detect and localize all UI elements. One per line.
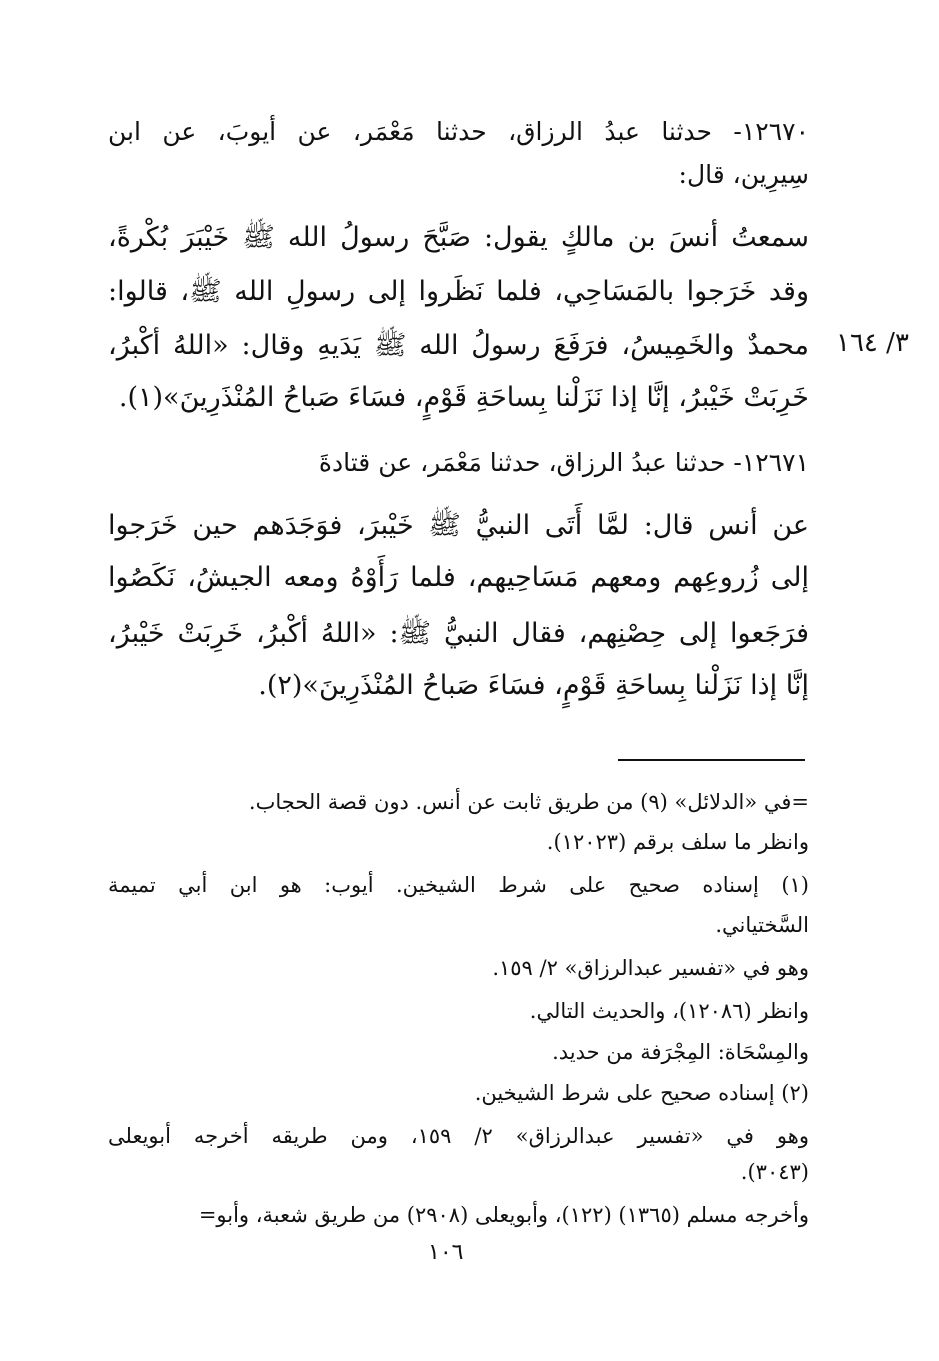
hadith-chain-line: ١٢٦٧٠- حدثنا عبدُ الرزاق، حدثنا مَعْمَر، عن أيوبَ، عن ابن <box>108 117 809 146</box>
hadith-text-line: عن أنس قال: لمَّا أَتَى النبيُّ ﷺ خَيْبرَ، فوَجَدَهم حين خَرَجوا <box>108 510 809 541</box>
footnote-line: وانظر (١٢٠٨٦)، والحديث التالي. <box>529 999 809 1023</box>
footnote-line: (٣٠٤٣). <box>740 1160 809 1184</box>
hadith-text-line: محمدٌ والخَمِيسُ، فرَفَعَ رسولُ الله ﷺ يَدَيهِ وقال: «اللهُ أكْبرُ، <box>108 330 809 361</box>
hadith-chain-line: سِيرِين، قال: <box>678 160 809 189</box>
page-number: ١٠٦ <box>428 1240 464 1265</box>
footnote-line: =في «الدلائل» (٩) من طريق ثابت عن أنس. دون قصة الحجاب. <box>248 790 809 814</box>
footnote-line: وهو في «تفسير عبدالرزاق» ٢/ ١٥٩. <box>492 956 809 980</box>
hadith-text-line: فرَجَعوا إلى حِصْنِهم، فقال النبيُّ ﷺ: «اللهُ أكْبرُ، خَرِبَتْ خَيْبرُ، <box>108 618 809 649</box>
footnote-line: وأخرجه مسلم (١٣٦٥) (١٢٢)، وأبويعلى (٢٩٠٨) من طريق شعبة، وأبو= <box>198 1203 809 1227</box>
hadith-chain-line: ١٢٦٧١- حدثنا عبدُ الرزاق، حدثنا مَعْمَر، عن قتادةَ <box>318 448 809 477</box>
footnote-line: السَّختياني. <box>715 913 809 937</box>
hadith-text-line: خَرِبَتْ خَيْبرُ، إنَّا إذا نَزَلْنا بِساحَةِ قَوْمٍ، فسَاءَ صَباحُ المُنْذَرِينَ»(١). <box>118 382 809 413</box>
footnote-line: وانظر ما سلف برقم (١٢٠٢٣). <box>546 830 809 854</box>
footnote-separator <box>618 759 805 761</box>
footnote-line: وهو في «تفسير عبدالرزاق» ٢/ ١٥٩، ومن طريقه أخرجه أبويعلى <box>108 1124 809 1148</box>
hadith-text-line: سمعتُ أنسَ بن مالكٍ يقول: صَبَّحَ رسولُ الله ﷺ خَيْبَرَ بُكْرةً، <box>108 222 809 253</box>
hadith-text-line: إلى زُروعِهم ومعهم مَسَاحِيهم، فلما رَأَوْهُ ومعه الجيشُ، نَكَصُوا <box>108 562 809 593</box>
footnote-line: (١) إسناده صحيح على شرط الشيخين. أيوب: هو ابن أبي تميمة <box>108 873 809 897</box>
hadith-text-line: وقد خَرَجوا بالمَسَاحِي، فلما نَظَروا إلى رسولِ الله ﷺ، قالوا: <box>108 276 809 307</box>
hadith-text-line: إنَّا إذا نَزَلْنا بِساحَةِ قَوْمٍ، فسَاءَ صَباحُ المُنْذَرِينَ»(٢). <box>258 670 809 701</box>
footnote-line: والمِسْحَاة: المِجْرَفة من حديد. <box>552 1040 809 1064</box>
footnote-line: (٢) إسناده صحيح على شرط الشيخين. <box>474 1081 809 1105</box>
volume-page-reference: ٣/ ١٦٤ <box>836 328 909 358</box>
